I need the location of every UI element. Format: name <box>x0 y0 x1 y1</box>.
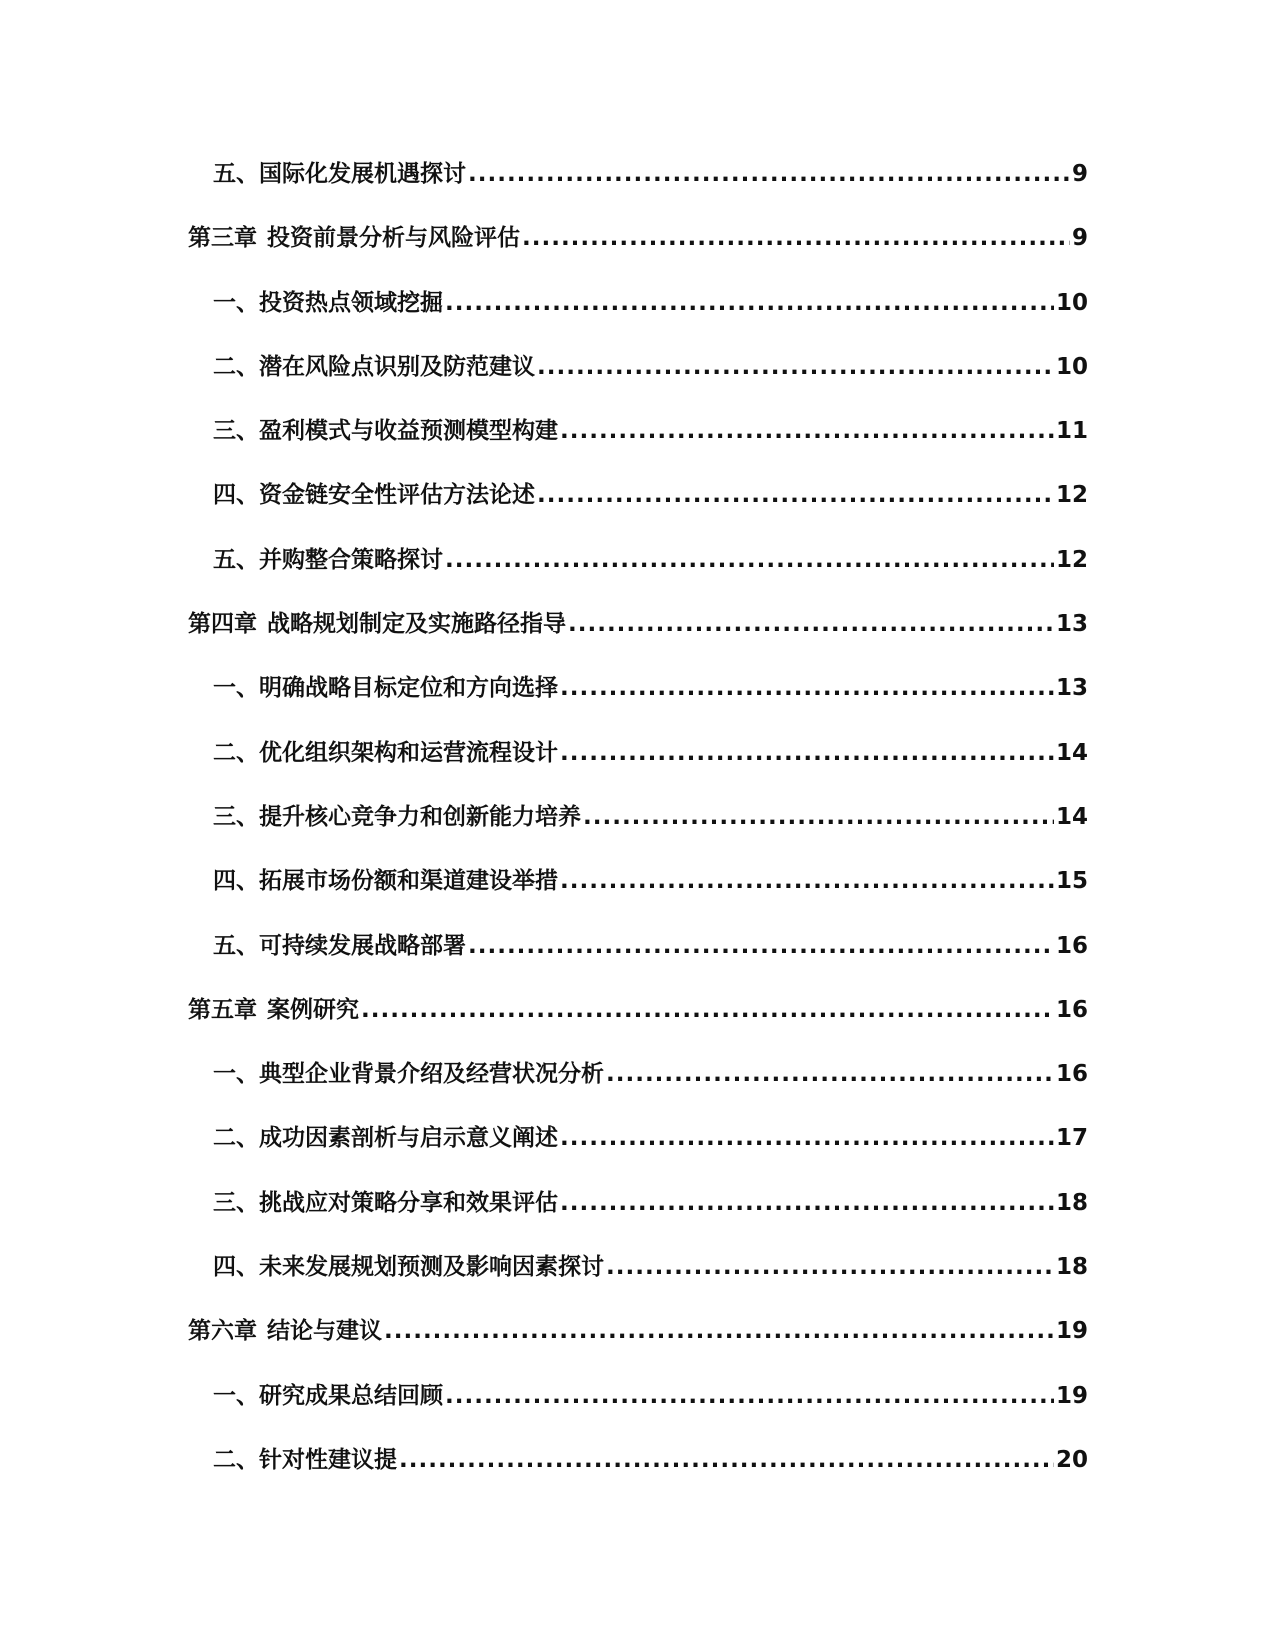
toc-page-number: 17 <box>1055 1125 1088 1152</box>
dot-leader <box>522 225 1070 251</box>
toc-page-number: 19 <box>1055 1318 1088 1345</box>
toc-page-number: 20 <box>1055 1446 1088 1473</box>
toc-entry-number: 二、 <box>213 1446 259 1473</box>
toc-entry-title: 典型企业背景介绍及经营状况分析 <box>259 1061 604 1088</box>
toc-entry-title: 潜在风险点识别及防范建议 <box>259 353 535 380</box>
toc-entry-number: 第三章 <box>188 225 257 252</box>
toc-page-number: 16 <box>1055 1061 1088 1088</box>
toc-entry-number: 四、 <box>213 1254 259 1281</box>
toc-entry-number: 一、 <box>213 675 259 702</box>
toc-entry-title: 案例研究 <box>267 996 359 1023</box>
dot-leader <box>560 1125 1054 1151</box>
toc-chapter-entry[interactable] <box>188 219 1088 283</box>
toc-section-entry[interactable] <box>188 155 1088 219</box>
dot-leader <box>606 1254 1054 1280</box>
dot-leader <box>445 290 1054 316</box>
toc-section-entry[interactable] <box>188 541 1088 605</box>
toc-entry-number: 第四章 <box>188 611 257 638</box>
dot-leader <box>560 1190 1054 1216</box>
toc-page-number: 16 <box>1055 996 1088 1023</box>
toc-entry-title: 盈利模式与收益预测模型构建 <box>259 418 558 445</box>
toc-page-number: 9 <box>1071 161 1088 187</box>
toc-entry-title: 拓展市场份额和渠道建设举措 <box>259 868 558 895</box>
toc-page-number: 9 <box>1071 225 1088 252</box>
toc-entry-number: 五、 <box>213 161 259 187</box>
toc-entry-number: 二、 <box>213 353 259 380</box>
toc-entry-number: 三、 <box>213 418 259 445</box>
toc-page-number: 14 <box>1055 739 1088 766</box>
toc-entry-number: 二、 <box>213 739 259 766</box>
dot-leader <box>468 933 1054 959</box>
dot-leader <box>468 161 1070 187</box>
toc-entry-title: 战略规划制定及实施路径指导 <box>267 611 566 638</box>
dot-leader <box>361 997 1054 1023</box>
dot-leader <box>560 418 1054 444</box>
toc-entry-title: 投资前景分析与风险评估 <box>267 225 520 252</box>
toc-section-entry[interactable] <box>188 1055 1088 1119</box>
toc-entry-title: 提升核心竞争力和创新能力培养 <box>259 803 581 830</box>
toc-entry-number: 二、 <box>213 1125 259 1152</box>
toc-section-entry[interactable] <box>188 1184 1088 1248</box>
toc-page-number: 18 <box>1055 1189 1088 1216</box>
toc-section-entry[interactable] <box>188 927 1088 991</box>
toc-entry-title: 并购整合策略探讨 <box>259 546 443 573</box>
toc-page-number: 12 <box>1055 546 1088 573</box>
toc-page-number: 13 <box>1055 611 1088 638</box>
toc-entry-title: 明确战略目标定位和方向选择 <box>259 675 558 702</box>
dot-leader <box>399 1447 1054 1473</box>
toc-section-entry[interactable] <box>188 1119 1088 1183</box>
toc-page-number: 11 <box>1055 418 1088 445</box>
toc-entry-number: 三、 <box>213 1189 259 1216</box>
dot-leader <box>583 804 1054 830</box>
dot-leader <box>445 1383 1054 1409</box>
dot-leader <box>568 611 1054 637</box>
toc-page-number: 19 <box>1055 1382 1088 1409</box>
toc-section-entry[interactable] <box>188 476 1088 540</box>
toc-entry-title: 投资热点领域挖掘 <box>259 289 443 316</box>
toc-section-entry[interactable] <box>188 669 1088 733</box>
toc-entry-title: 针对性建议提 <box>259 1446 397 1473</box>
toc-section-entry[interactable] <box>188 862 1088 926</box>
toc-entry-number: 一、 <box>213 1382 259 1409</box>
toc-entry-title: 未来发展规划预测及影响因素探讨 <box>259 1254 604 1281</box>
toc-entry-title: 研究成果总结回顾 <box>259 1382 443 1409</box>
dot-leader <box>560 740 1054 766</box>
toc-section-entry[interactable] <box>188 348 1088 412</box>
toc-entry-number: 一、 <box>213 289 259 316</box>
dot-leader <box>606 1061 1054 1087</box>
toc-section-entry[interactable] <box>188 412 1088 476</box>
toc-section-entry[interactable] <box>188 1441 1088 1505</box>
toc-chapter-entry[interactable] <box>188 605 1088 669</box>
dot-leader <box>445 547 1054 573</box>
toc-page-number: 15 <box>1055 868 1088 895</box>
toc-section-entry[interactable] <box>188 1248 1088 1312</box>
toc-page-number: 18 <box>1055 1254 1088 1281</box>
toc-page-number: 14 <box>1055 803 1088 830</box>
toc-entry-title: 成功因素剖析与启示意义阐述 <box>259 1125 558 1152</box>
dot-leader <box>537 482 1054 508</box>
toc-entry-title: 挑战应对策略分享和效果评估 <box>259 1189 558 1216</box>
toc-page-number: 10 <box>1055 289 1088 316</box>
toc-entry-number: 三、 <box>213 803 259 830</box>
table-of-contents <box>188 155 1088 1505</box>
toc-section-entry[interactable] <box>188 798 1088 862</box>
toc-entry-title: 结论与建议 <box>267 1318 382 1345</box>
toc-entry-number: 四、 <box>213 868 259 895</box>
toc-entry-title: 国际化发展机遇探讨 <box>259 161 466 187</box>
toc-section-entry[interactable] <box>188 284 1088 348</box>
dot-leader <box>384 1318 1054 1344</box>
toc-entry-number: 第五章 <box>188 996 257 1023</box>
toc-page-number: 12 <box>1055 482 1088 509</box>
toc-entry-title: 可持续发展战略部署 <box>259 932 466 959</box>
toc-entry-number: 一、 <box>213 1061 259 1088</box>
toc-page-number: 10 <box>1055 353 1088 380</box>
toc-chapter-entry[interactable] <box>188 991 1088 1055</box>
toc-entry-number: 四、 <box>213 482 259 509</box>
dot-leader <box>560 868 1054 894</box>
toc-page-number: 13 <box>1055 675 1088 702</box>
toc-entry-title: 资金链安全性评估方法论述 <box>259 482 535 509</box>
toc-section-entry[interactable] <box>188 1377 1088 1441</box>
toc-entry-number: 五、 <box>213 546 259 573</box>
toc-entry-number: 第六章 <box>188 1318 257 1345</box>
toc-entry-number: 五、 <box>213 932 259 959</box>
dot-leader <box>560 675 1054 701</box>
dot-leader <box>537 354 1054 380</box>
toc-page-number: 16 <box>1055 932 1088 959</box>
toc-chapter-entry[interactable] <box>188 1312 1088 1376</box>
toc-entry-title: 优化组织架构和运营流程设计 <box>259 739 558 766</box>
toc-section-entry[interactable] <box>188 734 1088 798</box>
